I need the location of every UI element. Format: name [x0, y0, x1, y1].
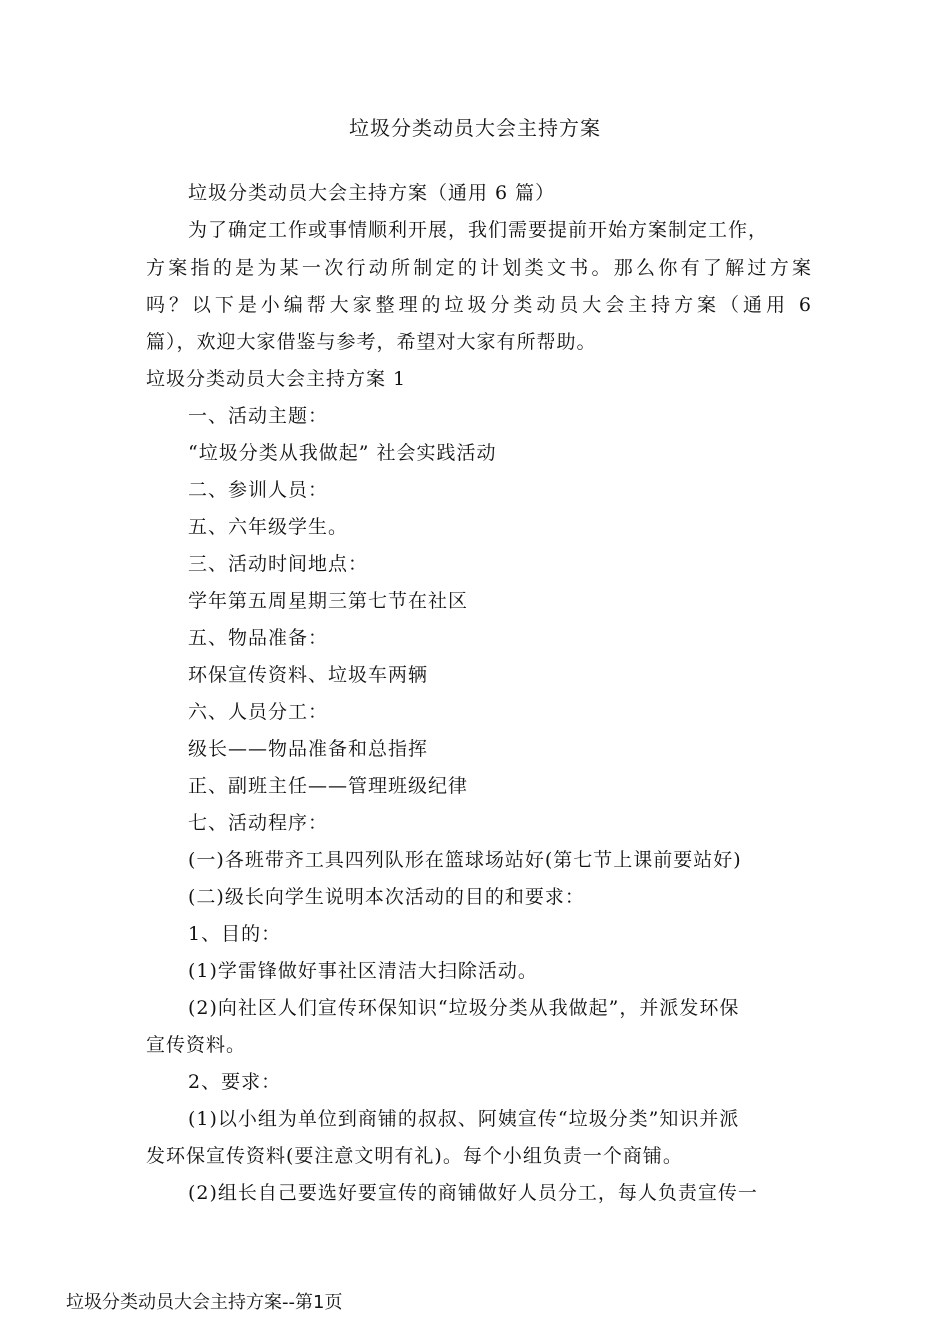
list-item: (1)学雷锋做好事社区清洁大扫除活动。: [188, 960, 538, 982]
list-item: “垃圾分类从我做起” 社会实践活动: [188, 442, 497, 464]
intro-line: 方案指的是为某一次行动所制定的计划类文书。那么你有了解过方案: [146, 257, 812, 279]
list-item: 五、六年级学生。: [188, 516, 349, 538]
list-item: 五、物品准备：: [188, 627, 329, 649]
intro-line: 吗？以下是小编帮大家整理的垃圾分类动员大会主持方案（通用 6: [146, 294, 812, 316]
list-item: 正、副班主任——管理班级纪律: [188, 775, 469, 797]
intro-line: 篇），欢迎大家借鉴与参考，希望对大家有所帮助。: [146, 331, 597, 353]
intro-line: 为了确定工作或事情顺利开展，我们需要提前开始方案制定工作，: [188, 219, 769, 241]
subtitle-line: 垃圾分类动员大会主持方案（通用 6 篇）: [188, 182, 556, 204]
list-item: 三、活动时间地点：: [188, 553, 369, 575]
list-item: 发环保宣传资料(要注意文明有礼)。每个小组负责一个商铺。: [146, 1145, 683, 1167]
page-footer: 垃圾分类动员大会主持方案--第1页: [66, 1292, 343, 1313]
section-heading: 垃圾分类动员大会主持方案 1: [146, 368, 407, 390]
list-item: (2)组长自己要选好要宣传的商铺做好人员分工，每人负责宣传一: [188, 1182, 758, 1204]
list-item: 七、活动程序：: [188, 812, 329, 834]
list-item: 二、参训人员：: [188, 479, 329, 501]
list-item: (一)各班带齐工具四列队形在篮球场站好(第七节上课前要站好): [188, 849, 742, 871]
list-item: (二)级长向学生说明本次活动的目的和要求：: [188, 886, 585, 908]
page-title: 垃圾分类动员大会主持方案: [349, 116, 601, 140]
list-item: 2、要求：: [188, 1071, 282, 1093]
list-item: 一、活动主题：: [188, 405, 329, 427]
list-item: 宣传资料。: [146, 1034, 247, 1056]
list-item: 级长——物品准备和总指挥: [188, 738, 429, 760]
list-item: (1)以小组为单位到商铺的叔叔、阿姨宣传“垃圾分类”知识并派: [188, 1108, 740, 1130]
list-item: 六、人员分工：: [188, 701, 329, 723]
list-item: 环保宣传资料、垃圾车两辆: [188, 664, 429, 686]
list-item: 学年第五周星期三第七节在社区: [188, 590, 469, 612]
list-item: (2)向社区人们宣传环保知识“垃圾分类从我做起”，并派发环保: [188, 997, 740, 1019]
list-item: 1、目的：: [188, 923, 282, 945]
